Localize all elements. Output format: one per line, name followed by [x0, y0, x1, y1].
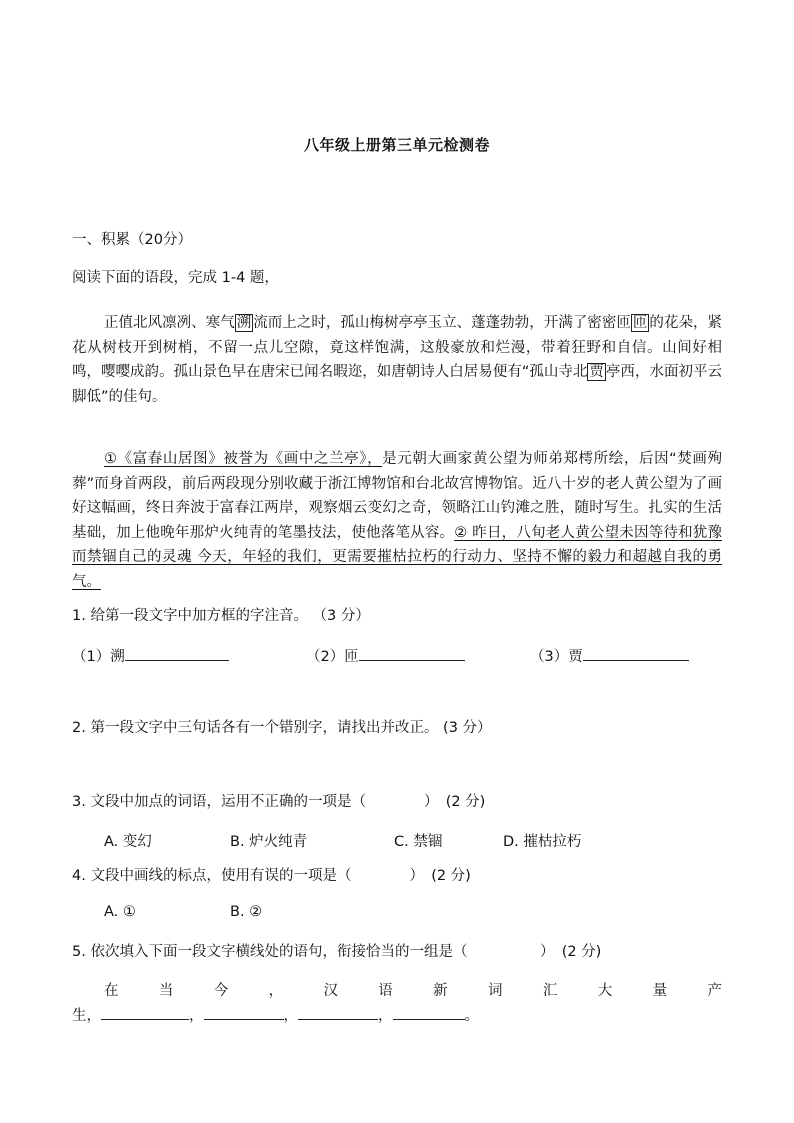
q1-item-2 [306, 644, 465, 667]
q5-char: 语 [378, 983, 393, 999]
q3-option-c[interactable]: C. 禁锢 [394, 834, 443, 850]
answer-blank[interactable] [359, 644, 465, 661]
answer-blank[interactable] [101, 1003, 189, 1020]
page-title: 八年级上册第三单元检测卷 [303, 136, 490, 154]
q1-item-1-label: （1）溯 [72, 649, 125, 665]
q5-char: 词 [488, 983, 503, 999]
q1-item-1 [72, 644, 229, 667]
answer-blank[interactable] [125, 644, 229, 661]
q5-end: 。 [464, 1008, 479, 1024]
q5-char: 大 [597, 983, 613, 999]
q5-comma: ， [283, 1008, 298, 1024]
q5-sentence-line-2 [72, 1003, 479, 1026]
q3-option-b[interactable]: B. 炉火纯青 [230, 834, 308, 850]
answer-blank[interactable] [204, 1003, 284, 1020]
reading-instruction: 阅读下面的语段，完成 1-4 题， [72, 270, 279, 286]
q5-char: 汇 [542, 983, 558, 999]
q1-item-2-label: （2）匝 [306, 649, 359, 665]
passage-paragraph-1 [72, 311, 722, 409]
q4-option-a[interactable]: A. ① [104, 904, 136, 920]
p2-text: 是元朝大画家黄公望为师弟郑樗所绘，后因“焚画殉葬”而身首两段，前后两段现分别收藏于浙江博物馆和台北故宫博物馆。近八十岁的老人黄公望为了画好这幅画，终日奔波于富春江两岸，观察烟云变幻之奇，领略江山钓滩之胜，随时写生。扎实的生活基础，加上他晚年那炉火纯青的笔墨技法，使他落笔从容。 [72, 451, 723, 541]
answer-blank[interactable] [583, 644, 689, 661]
q5-char: 汉 [323, 983, 338, 999]
q5-char: ， [268, 983, 284, 999]
q3-option-d[interactable]: D. 摧枯拉朽 [503, 834, 582, 850]
q5-comma: ， [189, 1008, 204, 1024]
boxed-char-2: 匝 [632, 315, 648, 331]
q5-char: 当 [158, 983, 174, 999]
passage-paragraph-2 [72, 447, 722, 594]
q1-item-3-label: （3）贾 [530, 649, 583, 665]
q5-char: 产 [707, 983, 722, 999]
q5-char: 量 [652, 983, 668, 999]
question-5: 5. 依次填入下面一段文字横线处的语句，衔接恰当的一组是（ ） (2 分) [72, 944, 602, 960]
answer-blank[interactable] [393, 1003, 465, 1020]
p1-text-d: 亭西，水面初平云脚低”的佳句。 [72, 364, 722, 405]
question-4: 4. 文段中画线的标点，使用有误的一项是（ ） (2 分) [72, 868, 471, 884]
question-3: 3. 文段中加点的词语，运用不正确的一项是（ ） (2 分) [72, 794, 486, 810]
q5-sentence-line-1 [104, 979, 722, 1000]
q5-char: 在 [104, 983, 119, 999]
q5-comma: ， [378, 1008, 393, 1024]
question-2: 2. 第一段文字中三句话各有一个错别字，请找出并改正。 (3 分） [72, 720, 492, 736]
p2-underlined-2: ② 昨日，八旬老人黄公望未因等待和犹豫而禁锢自己的灵魂 今天，年轻的我们，更需要摧枯拉朽的行动力、坚持不懈的毅力和超越自我的勇气。 [72, 524, 723, 590]
boxed-char-3: 贾 [589, 364, 604, 380]
question-1: 1. 给第一段文字中加方框的字注音。 （3 分） [72, 608, 370, 624]
q3-option-a[interactable]: A. 变幻 [104, 834, 152, 850]
p1-text-b: 流而上之时，孤山梅树亭亭玉立、蓬蓬勃勃，开满了密密匝 [253, 315, 631, 331]
q5-char: 新 [433, 983, 448, 999]
answer-blank[interactable] [298, 1003, 378, 1020]
q4-option-b[interactable]: B. ② [230, 904, 263, 920]
p1-text-a: 正值北风凛冽、寒气 [104, 315, 235, 331]
boxed-char-1: 溯 [236, 315, 252, 331]
section-heading: 一、积累（20分） [72, 232, 192, 248]
q5-char: 今 [213, 983, 229, 999]
q1-item-3 [530, 644, 689, 667]
p1-text-c: 的花朵，紧花从树枝开到树梢，不留一点儿空隙，竟这样饱满，这般豪放和烂漫，带着狂野和自信。山间好相鸣，嘤嘤成韵。孤山景色早在唐宋已闻名暇迩，如唐朝诗人白居易便有“孤山寺北 [72, 315, 723, 380]
p2-underlined-1: ①《富春山居图》被誉为《画中之兰亭》， [104, 451, 383, 467]
q5-line2-start: 生， [72, 1008, 101, 1024]
